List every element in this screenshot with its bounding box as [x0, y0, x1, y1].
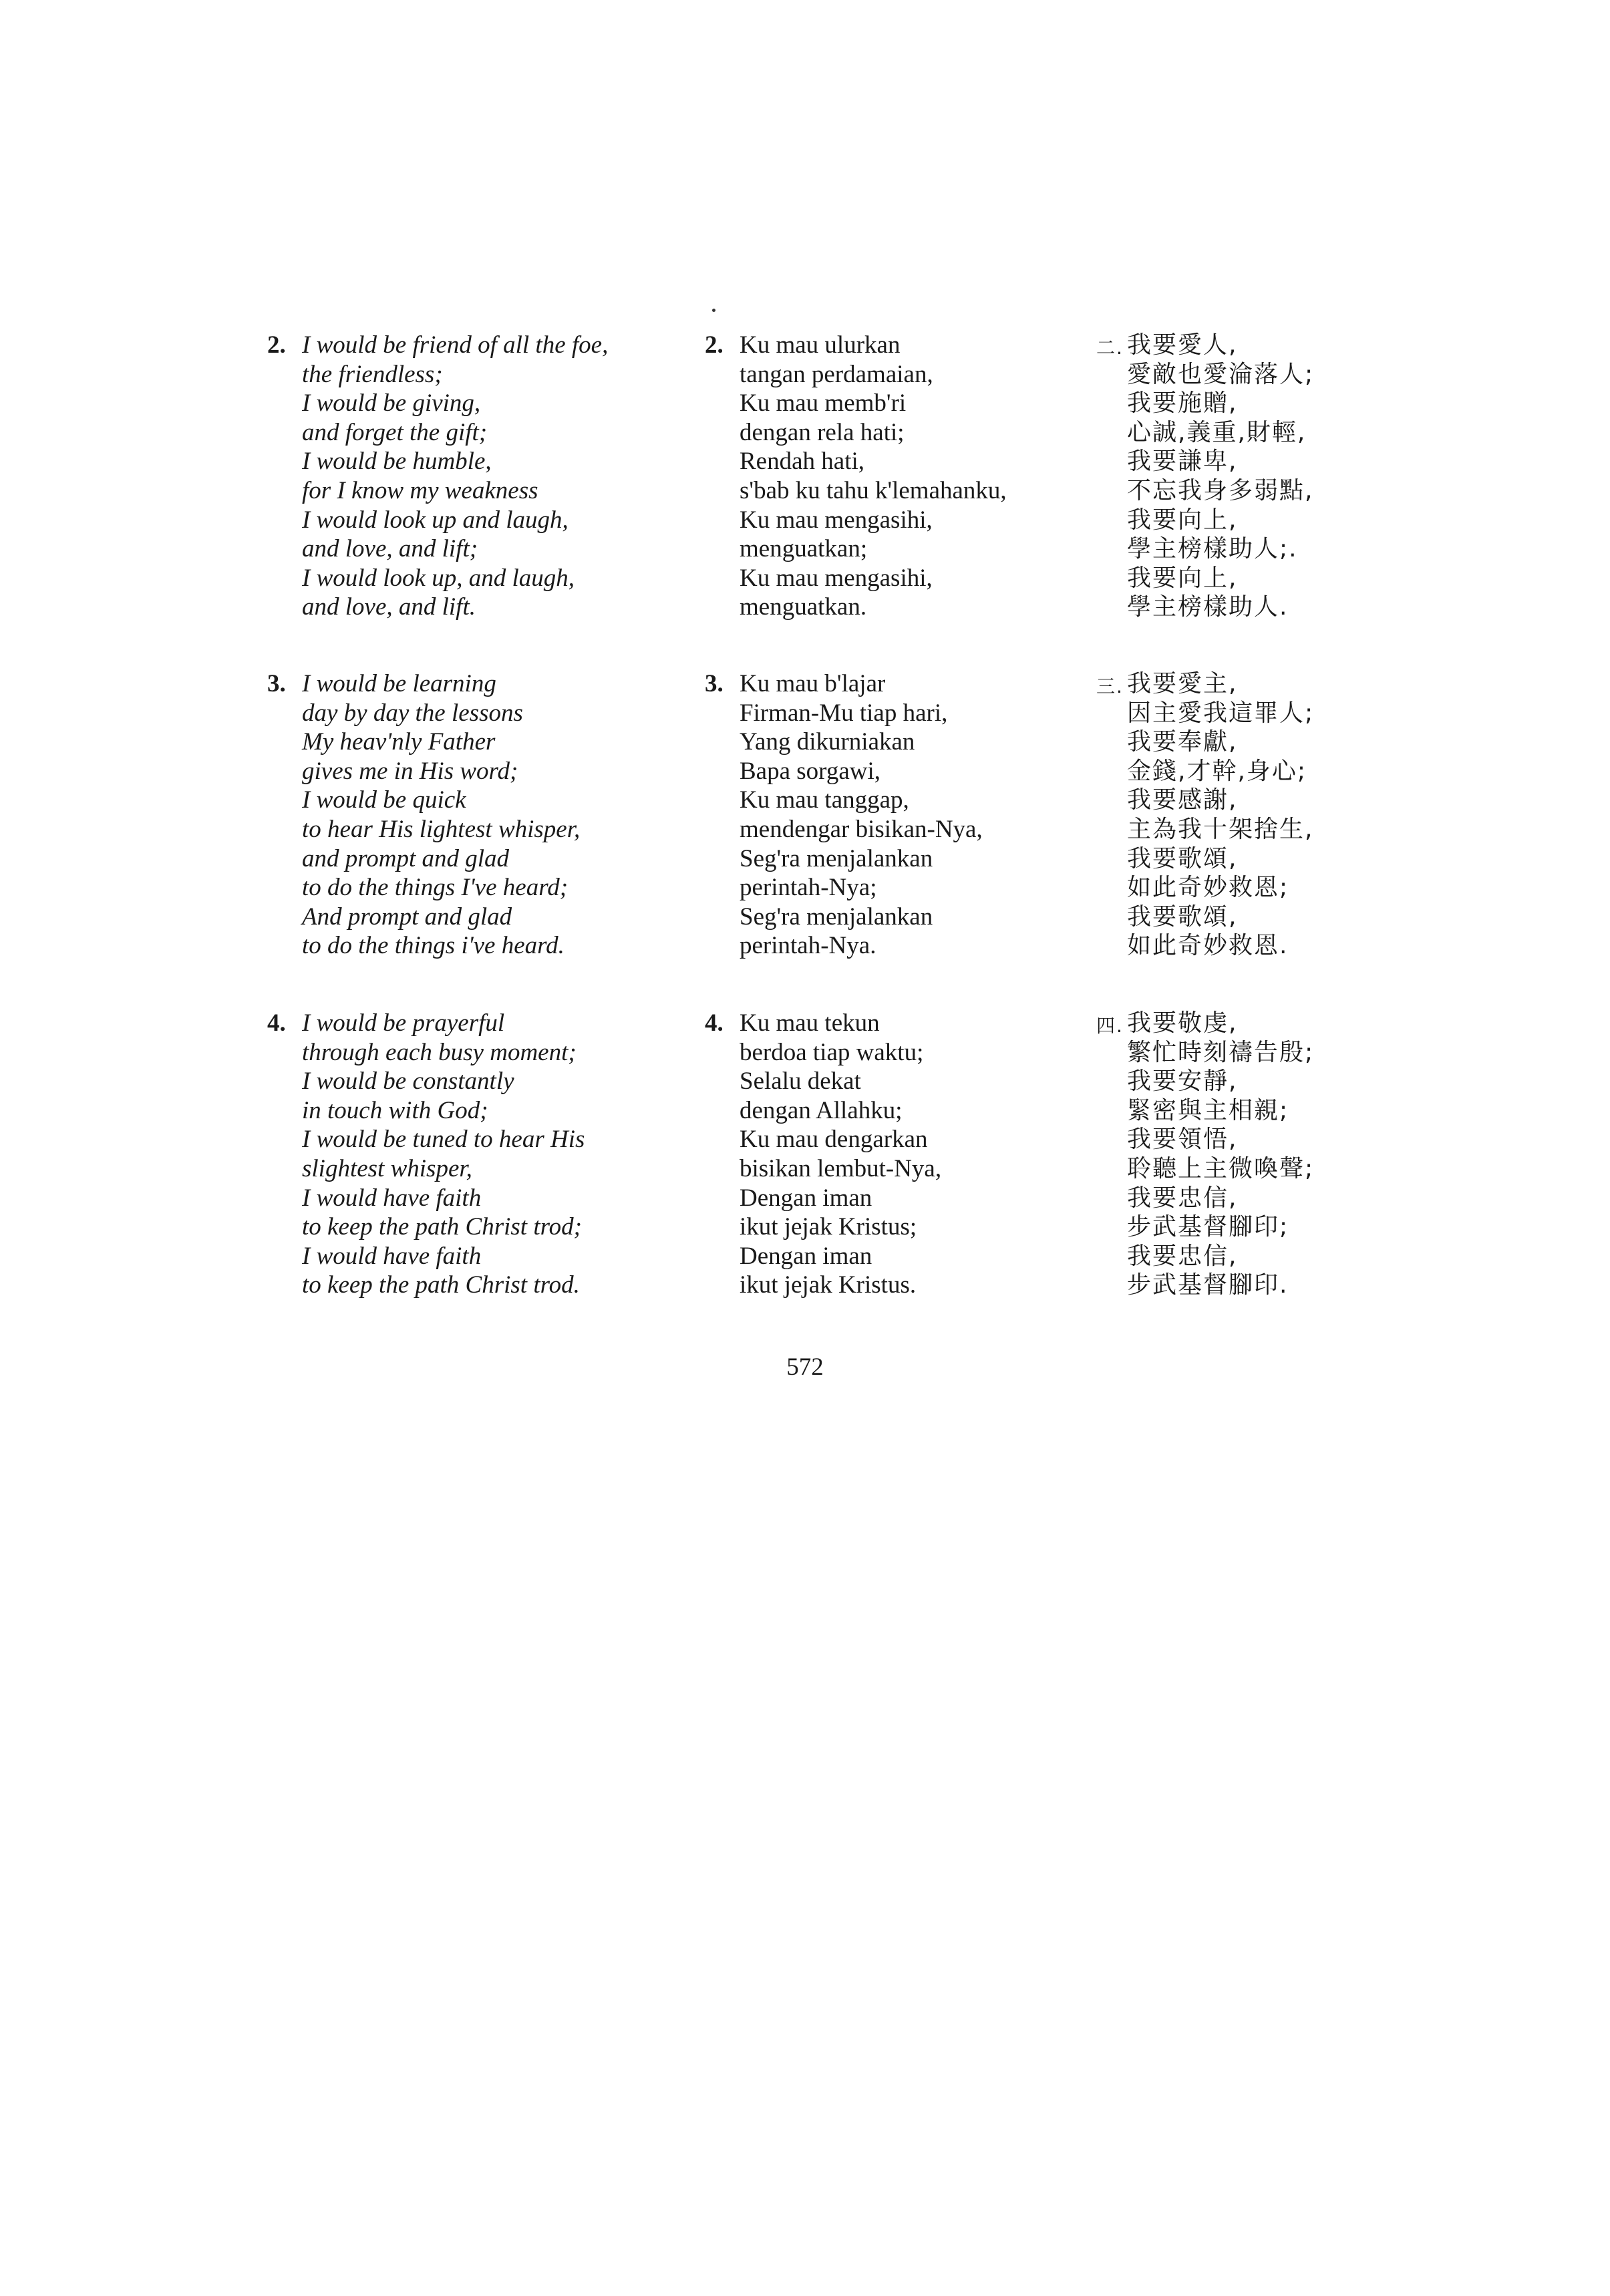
verse-line: 我要向上, [1127, 506, 1238, 534]
verse-line: perintah-Nya. [740, 932, 876, 960]
verse-line: 4. I would be prayerful [267, 1009, 505, 1037]
chinese-verse-3 [1079, 669, 1359, 961]
verse-line: 我要安靜, [1127, 1068, 1238, 1096]
verse-number: 3. [705, 670, 723, 697]
verse-line: 我要領悟, [1127, 1126, 1238, 1154]
page-number: 572 [786, 1353, 824, 1381]
chinese-verse-4 [1079, 1009, 1359, 1300]
verse-line: Yang dikurniakan [740, 728, 915, 756]
verse-line: to keep the path Christ trod. [302, 1271, 580, 1299]
verse-line: to do the things I've heard; [302, 874, 569, 902]
verse-line: Ku mau tanggap, [740, 786, 909, 814]
verse-line: 如此奇妙救恩. [1127, 932, 1289, 960]
verse-line: I would have faith [302, 1184, 482, 1212]
verse-line: Ku mau mengasihi, [740, 564, 933, 592]
verse-line: 四. 我要敬虔, [1079, 1009, 1359, 1038]
verse-line: My heav'nly Father [302, 728, 496, 756]
english-verse-4 [267, 1009, 681, 1300]
verse-line: 我要施贈, [1127, 389, 1238, 418]
verse-number: 4. [267, 1009, 286, 1037]
verse-line: bisikan lembut-Nya, [740, 1154, 942, 1182]
verse-line: 2. Ku mau ulurkan [705, 331, 901, 359]
verse-line: Seg'ra menjalankan [740, 844, 933, 872]
verse-number: 2. [705, 331, 723, 359]
verse-line: Rendah hati, [740, 448, 865, 476]
verse-line: dengan Allahku; [740, 1096, 903, 1124]
verse-line: for I know my weakness [302, 476, 538, 504]
verse-line: Dengan iman [740, 1184, 872, 1212]
verse-line: 我要忠信, [1127, 1242, 1238, 1270]
verse-line: slightest whisper, [302, 1154, 472, 1182]
verse-line: 金錢,才幹,身心; [1127, 757, 1307, 785]
verse-line: I would be constantly [302, 1068, 514, 1096]
verse-line: Ku mau mengasihi, [740, 506, 933, 534]
verse-number: 3. [267, 670, 286, 697]
verse-line: 我要感謝, [1127, 786, 1238, 814]
verse-line: I would look up, and laugh, [302, 564, 575, 592]
verse-line: Seg'ra menjalankan [740, 903, 933, 931]
verse-line: and forget the gift; [302, 418, 488, 446]
verse-line: gives me in His word; [302, 757, 518, 785]
verse-line: I would be humble, [302, 448, 492, 476]
verse-line: 三. 我要愛主, [1079, 669, 1359, 699]
verse-line: and love, and lift. [302, 593, 476, 621]
verse-line: 我要歌頌, [1127, 903, 1238, 931]
verse-number: 2. [267, 331, 286, 359]
verse-line: 2. I would be friend of all the foe, [267, 331, 609, 359]
indonesian-verse-2 [705, 331, 1079, 622]
indonesian-verse-4 [705, 1009, 1079, 1300]
verse-line: in touch with God; [302, 1096, 488, 1124]
verse-line: And prompt and glad [302, 903, 512, 931]
verse-line: to keep the path Christ trod; [302, 1213, 582, 1241]
verse-line: and love, and lift; [302, 535, 478, 563]
verse-line: I would look up and laugh, [302, 506, 569, 534]
verse-line: 因主愛我這罪人; [1127, 699, 1315, 727]
verse-line: I would be quick [302, 786, 466, 814]
verse-line: 二. 我要愛人, [1079, 331, 1359, 360]
verse-line: Dengan iman [740, 1242, 872, 1270]
verse-line: 我要奉獻, [1127, 728, 1238, 756]
verse-line: 不忘我身多弱點, [1127, 476, 1314, 504]
verse-line: ikut jejak Kristus; [740, 1213, 917, 1241]
print-speck [712, 309, 715, 312]
verse-line: 緊密與主相親; [1127, 1096, 1289, 1124]
verse-line: 4. Ku mau tekun [705, 1009, 880, 1037]
verse-line: 愛敵也愛淪落人; [1127, 360, 1315, 388]
verse-line: menguatkan. [740, 593, 867, 621]
verse-line: to hear His lightest whisper, [302, 815, 581, 843]
verse-line: Ku mau memb'ri [740, 389, 907, 418]
verse-line: Firman-Mu tiap hari, [740, 699, 948, 727]
chinese-verse-2 [1079, 331, 1359, 622]
verse-line: day by day the lessons [302, 699, 523, 727]
verse-line: 我要向上, [1127, 564, 1238, 592]
verse-line: mendengar bisikan-Nya, [740, 815, 983, 843]
verse-number: 二. [1096, 337, 1124, 359]
verse-line: I would be tuned to hear His [302, 1126, 585, 1154]
verse-number: 三. [1096, 675, 1124, 697]
verse-line: tangan perdamaian, [740, 360, 933, 388]
verse-line: to do the things i've heard. [302, 932, 565, 960]
verse-line: perintah-Nya; [740, 874, 877, 902]
verse-number: 4. [705, 1009, 723, 1037]
verse-line: Selalu dekat [740, 1068, 861, 1096]
verse-line: I would have faith [302, 1242, 482, 1270]
verse-line: 步武基督腳印. [1127, 1271, 1289, 1299]
verse-number: 四. [1096, 1015, 1124, 1037]
verse-line: ikut jejak Kristus. [740, 1271, 917, 1299]
verse-line: s'bab ku tahu k'lemahanku, [740, 476, 1007, 504]
verse-line: 3. Ku mau b'lajar [705, 670, 886, 697]
verse-line: 心誠,義重,財輕, [1127, 418, 1307, 446]
verse-line: 步武基督腳印; [1127, 1213, 1289, 1241]
verse-line: 主為我十架捨生, [1127, 815, 1314, 843]
verse-line: 如此奇妙救恩; [1127, 874, 1289, 902]
verse-line: dengan rela hati; [740, 418, 905, 446]
verse-line: 繁忙時刻禱告殷; [1127, 1038, 1315, 1066]
indonesian-verse-3 [705, 669, 1079, 961]
verse-line: 3. I would be learning [267, 670, 496, 697]
verse-line: 我要忠信, [1127, 1184, 1238, 1212]
verse-line: through each busy moment; [302, 1038, 577, 1066]
english-verse-2 [267, 331, 681, 622]
verse-line: menguatkan; [740, 535, 868, 563]
verse-line: Bapa sorgawi, [740, 757, 880, 785]
verse-line: berdoa tiap waktu; [740, 1038, 924, 1066]
verse-line: I would be giving, [302, 389, 481, 418]
verse-line: 學主榜樣助人;. [1127, 535, 1298, 563]
verse-line: the friendless; [302, 360, 443, 388]
verse-line: 我要歌頌, [1127, 844, 1238, 872]
verse-line: and prompt and glad [302, 844, 510, 872]
verse-line: 我要謙卑, [1127, 448, 1238, 476]
english-verse-3 [267, 669, 681, 961]
verse-line: 聆聽上主微喚聲; [1127, 1154, 1315, 1182]
verse-line: Ku mau dengarkan [740, 1126, 928, 1154]
verse-line: 學主榜樣助人. [1127, 593, 1289, 621]
